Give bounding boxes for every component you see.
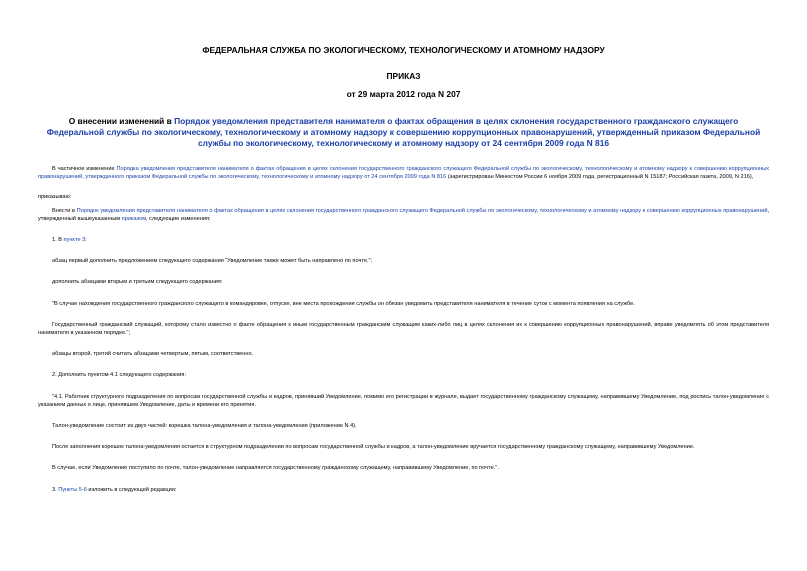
paragraph-2: приказываю:	[38, 194, 72, 201]
paragraph-1	[38, 165, 769, 181]
paragraph-15	[38, 486, 769, 494]
document-date-number: от 29 марта 2012 года N 207	[346, 89, 461, 99]
paragraph-10: 2. Дополнить пунктом 4.1 следующего содержания:	[52, 372, 186, 379]
p1-suffix: (зарегистрирован Минюстом России 6 ноября 2009 года, регистрационный N 15187; Российская газета, 2009, N 216),	[446, 174, 754, 181]
p3-prefix: Внести в	[52, 207, 77, 214]
document-title	[38, 100, 769, 149]
p15-link[interactable]: Пункты 5-6	[58, 486, 87, 493]
paragraph-4	[38, 236, 769, 244]
document-body	[38, 165, 769, 494]
paragraph-6: дополнить абзацами вторым и третьим следующего содержания:	[52, 279, 223, 286]
paragraph-9: абзацы второй, третий считать абзацами четвертым, пятым, соответственно.	[52, 351, 254, 358]
p4-suffix: :	[85, 237, 87, 244]
paragraph-11: "4.1. Работник структурного подразделения по вопросам государственной службы и кадров, принявший Уведомление, помимо его регистрации в журнале, выдает государственному гражданскому служащему, направившему Уведомление, под роспись талон-уведомление с указанием данных о лице, принявшем Уведомление, даты и времени его принятия.	[38, 393, 769, 408]
paragraph-7: "В случае нахождения государственного гражданского служащего в командировке, отпуске, вне места прохождения службы он обязан уведомить представителя нанимателя в течение суток с момента появления на службе.	[52, 300, 635, 307]
title-prefix: О внесении изменений в	[68, 116, 175, 126]
paragraph-12: Талон-уведомление состоит из двух частей: корешка талона-уведомления и талона-уведомления (приложение N 4).	[52, 423, 357, 430]
p15-suffix: изложить в следующей редакции:	[86, 486, 177, 493]
paragraph-14: В случае, если Уведомление поступило по почте, талон-уведомление направляется государственному гражданскому служащему, направившему Уведомление, по почте.".	[52, 465, 499, 472]
p15-prefix: 3.	[52, 486, 59, 493]
paragraph-3	[38, 207, 769, 223]
p4-prefix: 1. В	[52, 237, 64, 244]
p1-prefix: В частичное изменение	[52, 166, 117, 172]
agency-name: ФЕДЕРАЛЬНАЯ СЛУЖБА ПО ЭКОЛОГИЧЕСКОМУ, ТЕХНОЛОГИЧЕСКОМУ И АТОМНОМУ НАДЗОРУ	[202, 45, 605, 55]
p1-link[interactable]: Порядка уведомления представителя нанимателя о фактах обращения в целях склонения государственного гражданского служащего Федеральной службы по экологическому, технологическому и атомному надзору к совершению коррупционных правонарушений, утвержденного приказом Федеральной службы по экологическому, технологическому и атомному надзору от 24 сентября 2009 года N 816	[38, 166, 769, 181]
document-type: ПРИКАЗ	[386, 71, 421, 81]
paragraph-5: абзац первый дополнить предложением следующего содержания "Уведомление также может быть направлено по почте.";	[52, 258, 373, 265]
title-link[interactable]: Порядок уведомления представителя нанимателя о фактах обращения в целях склонения государственного гражданского служащего Федеральной службы по экологическому, технологическому и атомному надзору к совершению коррупционных правонарушений, утвержденный приказом Федеральной службы по экологическому, технологическому и атомному надзору от 24 сентября 2009 года N 816	[46, 116, 761, 148]
p3-suffix: , следующие изменения:	[146, 215, 211, 222]
p3-link-order[interactable]: приказом	[121, 215, 147, 222]
p4-link[interactable]: пункте 3	[63, 237, 86, 244]
p3-mid: , утвержденный вышеуказанным	[38, 207, 770, 222]
paragraph-8: Государственный гражданский служащий, которому стало известно о факте обращения к иным государственным гражданским служащим каких-либо лиц в целях склонения их к совершению коррупционных правонарушений, вправе уведомлять об этом представителя нанимателя в указанном порядке.";	[38, 321, 769, 337]
paragraph-13: После заполнения корешок талона-уведомления остается в структурном подразделении по вопросам государственной службы и кадров, а талон-уведомление вручается государственному гражданскому служащему, направившему Уведомление.	[52, 444, 695, 451]
p3-link[interactable]: Порядок уведомления представителя нанимателя о фактах обращения в целях склонения государственного гражданского служащего Федеральной службы по экологическому, технологическому и атомному надзору к совершению коррупционных правонарушений	[76, 207, 768, 214]
